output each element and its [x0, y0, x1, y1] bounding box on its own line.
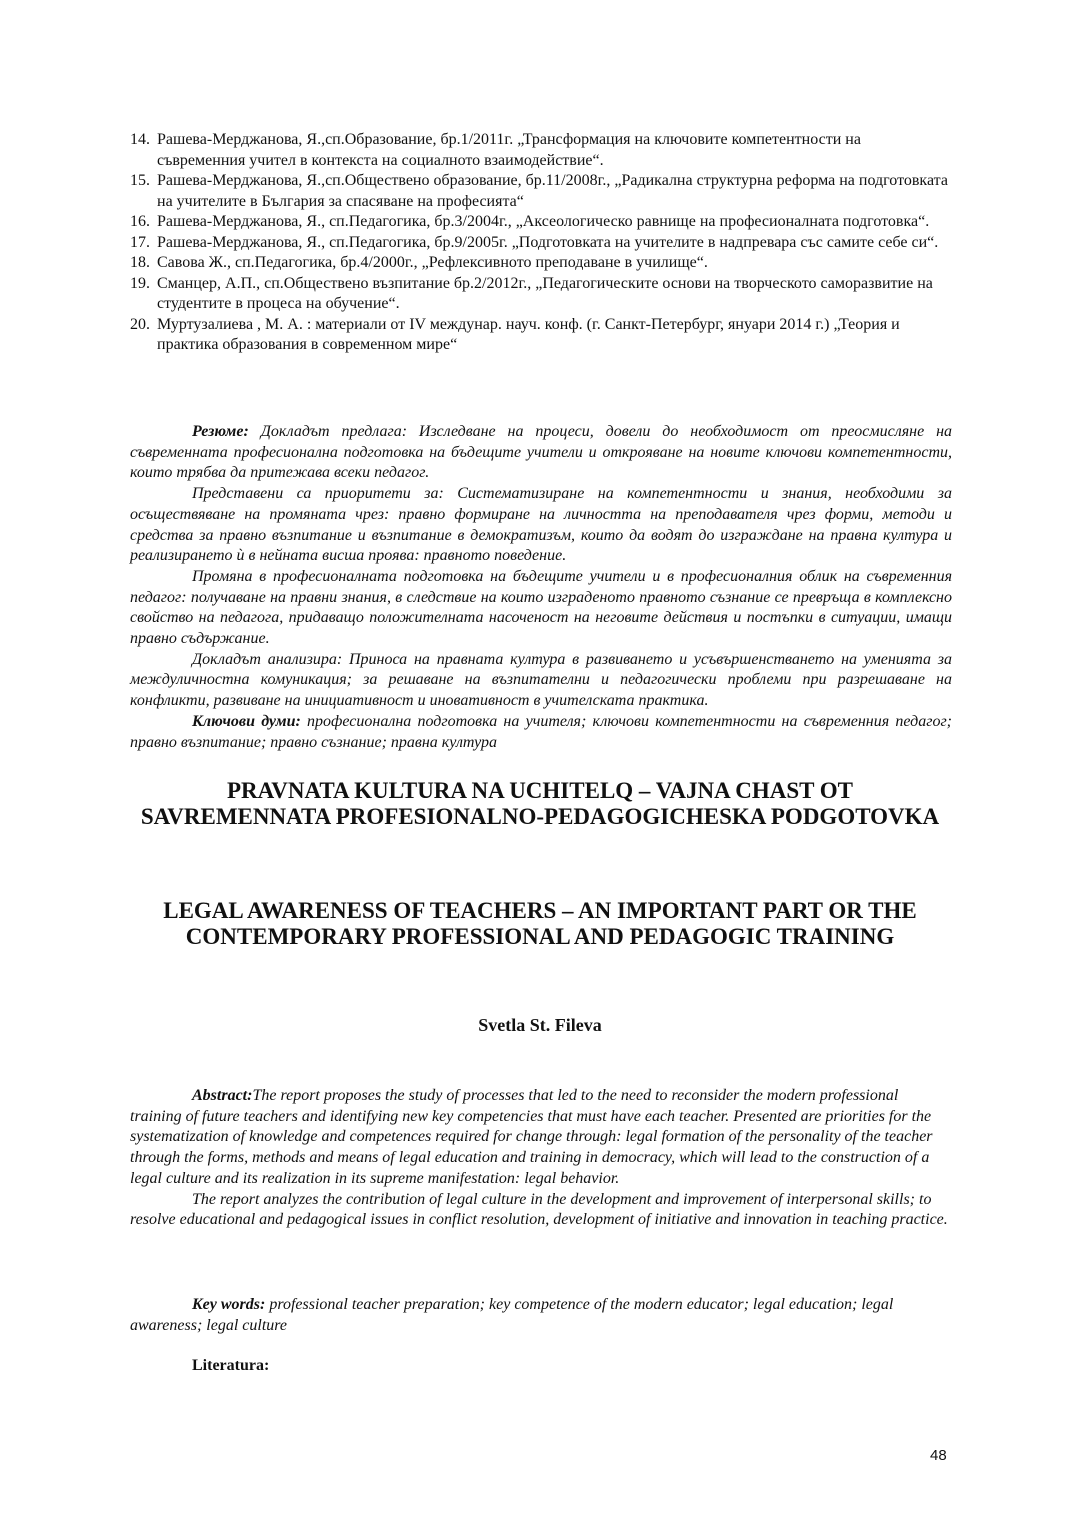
title-english: LEGAL AWARENESS OF TEACHERS – AN IMPORTANT PART OR THE CONTEMPORARY PROFESSIONAL AND PEDAGOGIC TRAINING: [163, 898, 917, 949]
abstract-paragraph-2: The report analyzes the contribution of legal culture in the development and improvement of interpersonal skills; to resolve educational and pedagogical issues in conflict resolution, development of initiative and innovation in teaching practice.: [130, 1190, 948, 1229]
english-abstract: [130, 1086, 952, 1231]
reference-number: 14.: [130, 131, 150, 148]
summary-paragraph: [130, 422, 952, 484]
author-name: Svetla St. Fileva: [478, 1015, 602, 1035]
reference-number: 15.: [130, 172, 150, 189]
reference-text: Рашева-Мерджанова, Я.,сп.Образование, бр.1/2011г. „Трансформация на ключовите компетентности на съвременния учител в контекста на социалното взаимодействие“.: [157, 131, 861, 169]
keywords-label: Ключови думи:: [192, 712, 301, 730]
summary-paragraph-4: Докладът анализира: Приноса на правната култура в развиването и усъвършенстването на уменията за междуличностна комуникация; за решаване на възпитателни и педагогически проблеми при разрешаване на конфликти, развиване на инициативност и иновативност в учителската практика.: [130, 650, 952, 710]
reference-item: [130, 130, 950, 171]
bulgarian-summary: [130, 422, 952, 753]
reference-item: [130, 212, 950, 233]
reference-item: [130, 253, 950, 274]
reference-text: Рашева-Мерджанова, Я., сп.Педагогика, бр.3/2004г., „Аксеологическо равнище на професионалната подготовка“.: [157, 213, 930, 230]
abstract-label: Abstract:: [192, 1087, 253, 1104]
summary-label: Резюме:: [192, 423, 249, 440]
reference-number: 16.: [130, 213, 150, 230]
english-keywords: [130, 1295, 952, 1336]
summary-text: Докладът предлага: Изследване на процеси, довели до необходимост от преосмисляне на съвременната професионална подготовка на бъдещите учители и открояване на новите ключови компетентности, които трябва да притежава всеки педагог.: [130, 423, 952, 482]
abstract-text: The report proposes the study of processes that led to the need to reconsider the modern professional training of future teachers and identifying new key competencies that must have each teacher. Presented are priorities for the systematization of knowledge and competences required for change through: legal formation of the personality of the teacher through the forms, methods and means of legal education and training in democracy, which will lead to the construction of a legal culture and its realization in its supreme manifestation: legal behavior.: [130, 1087, 933, 1187]
reference-item: [130, 315, 950, 356]
reference-number: 17.: [130, 233, 150, 251]
reference-text: Савова Ж., сп.Педагогика, бр.4/2000г., „Рефлексивното преподаване в училище“.: [157, 254, 708, 271]
title-transliterated: PRAVNATA KULTURA NA UCHITELQ – VAJNA CHAST OT SAVREMENNATA PROFESIONALNO-PEDAGOGICHESKA PODGOTOVKA: [140, 778, 940, 829]
reference-list: [130, 130, 950, 356]
summary-paragraph-2: Представени са приоритети за: Систематизиране на компетентности и знания, необходими за осъществяване на промяната чрез: правно формиране на личността на преподавателя чрез форми, методи и средства за правно възпитание и възпитание в демократизъм, които да водят до изграждане на правна култура и реализирането ѝ в нейната висша проява: правното поведение.: [130, 485, 952, 565]
reference-text: Рашева-Мерджанова, Я., сп.Педагогика, бр.9/2005г. „Подготовката на учителите в надпревара със самите себе си“.: [157, 233, 939, 251]
keywords-paragraph: [130, 712, 952, 753]
reference-number: 18.: [130, 254, 150, 271]
reference-number: 20.: [130, 315, 150, 333]
page-number: 48: [930, 1447, 947, 1464]
abstract-paragraph: [130, 1086, 952, 1190]
reference-item: [130, 171, 950, 212]
en-keywords-text: professional teacher preparation; key competence of the modern educator; legal education; legal awareness; legal culture: [130, 1296, 894, 1334]
keywords-text: професионална подготовка на учителя; ключови компетентности на съвременния педагог; правно възпитание; правно съзнание; правна култура: [130, 712, 953, 751]
en-keywords-label: Key words:: [192, 1296, 266, 1313]
reference-text: Муртузалиева , М. А. : материали от IV междунар. науч. конф. (г. Санкт-Петербург, януари 2014 г.) „Теория и практика образования в современном мире“: [157, 315, 900, 353]
reference-text: Рашева-Мерджанова, Я.,сп.Обществено образование, бр.11/2008г., „Радикална структурна реформа на подготовката на учителите в България за спасяване на професията“: [157, 172, 948, 210]
reference-item: [130, 274, 950, 315]
reference-item: [130, 233, 950, 254]
reference-number: 19.: [130, 274, 150, 292]
reference-text: Сманцер, А.П., сп.Обществено възпитание бр.2/2012г., „Педагогическите основи на творческото саморазвитие на студентите в процеса на обучение“.: [157, 274, 933, 312]
summary-paragraph-3: Промяна в професионалната подготовка на бъдещите учители и в професионалния облик на съвременния педагог: получаване на правни знания, в следствие на които изграденото правното съзнание се превръща в комплексно свойство на педагога, придаващо положителната насоченост на неговите действия и постъпки в ситуации, имащи правно съдържание.: [130, 567, 952, 648]
literatura-heading: Literatura:: [192, 1357, 270, 1374]
